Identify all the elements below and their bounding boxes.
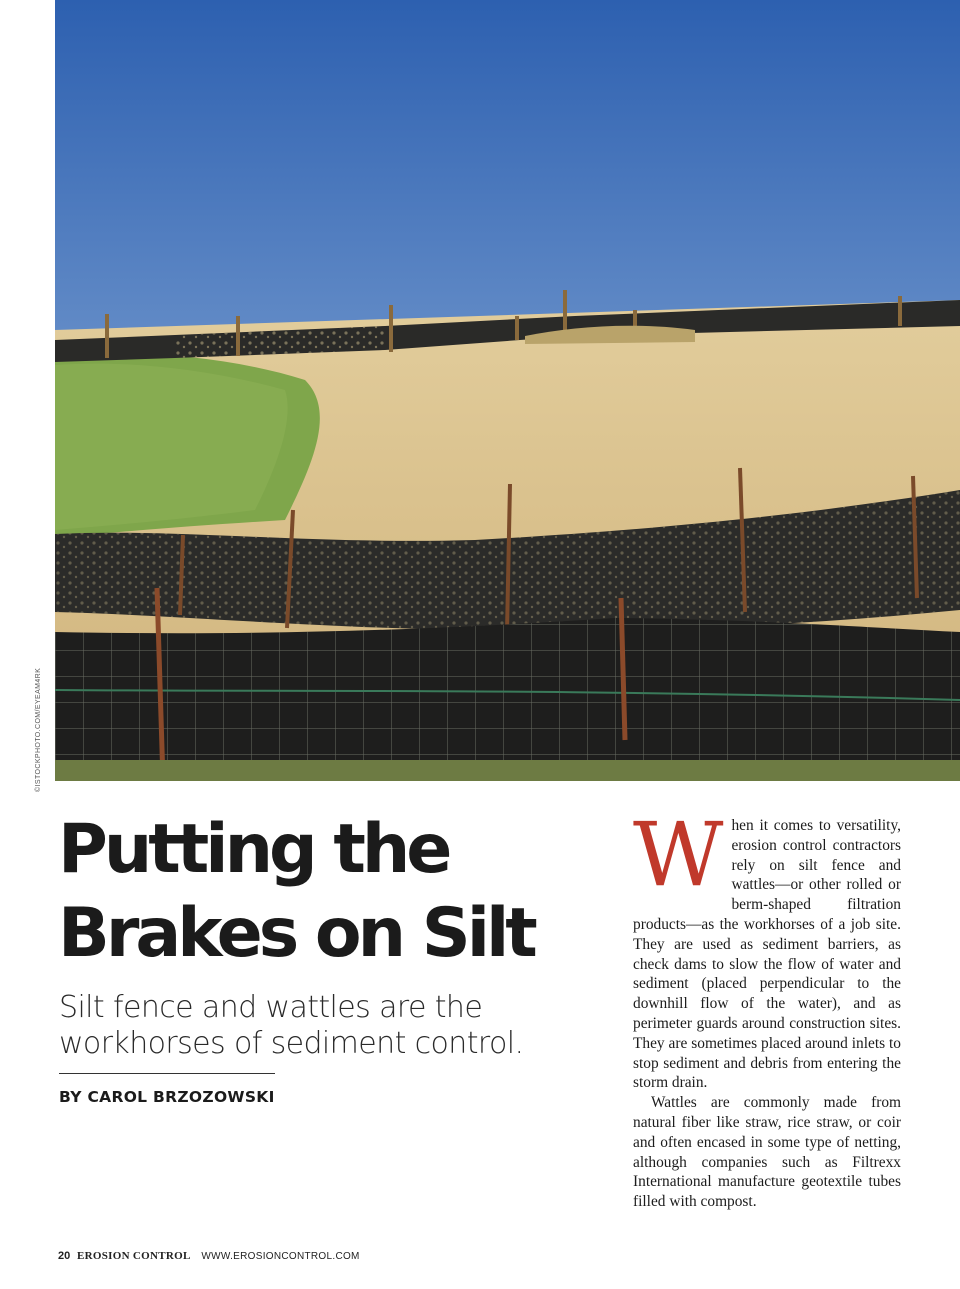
headline-line-1: Putting the — [58, 810, 449, 889]
headline-line-2: Brakes on Silt — [58, 894, 534, 973]
page-footer — [58, 1248, 360, 1264]
article-body — [633, 803, 901, 1212]
article-headline — [58, 808, 618, 976]
page-number: 20 — [58, 1250, 71, 1262]
body-paragraph-1 — [633, 803, 901, 1093]
hero-photo — [55, 0, 960, 781]
article-dek: Silt fence and wattles are the workhorses of sediment control. — [59, 990, 524, 1061]
magazine-url: WWW.EROSIONCONTROL.COM — [201, 1251, 360, 1262]
silt-fence-photo-illustration — [55, 0, 960, 781]
paragraph-1-text: hen it comes to versatility, erosion control contractors rely on silt fence and wattles—or other rolled or berm-shaped filtration products—as the workhorses of a job site. They are used as sediment barriers, as check dams to slow the flow of water and sediment (placed perpendicular to the downhill flow of the water), and as perimeter guards around construction sites. They are sometimes placed around inlets to stop sediment and debris from entering the storm drain. — [633, 817, 901, 1092]
byline-rule — [59, 1073, 275, 1074]
photo-credit: ©ISTOCKPHOTO.COM/EYEAM4RK — [35, 667, 42, 792]
drop-cap: W — [633, 803, 724, 906]
byline: BY CAROL BRZOZOWSKI — [59, 1088, 275, 1106]
magazine-name: EROSION CONTROL — [77, 1250, 191, 1262]
body-paragraph-2: Wattles are commonly made from natural fiber like straw, rice straw, or coir and often encased in some type of netting, although companies such as Filtrexx International manufacture geotextile tubes filled with compost. — [633, 1094, 901, 1211]
